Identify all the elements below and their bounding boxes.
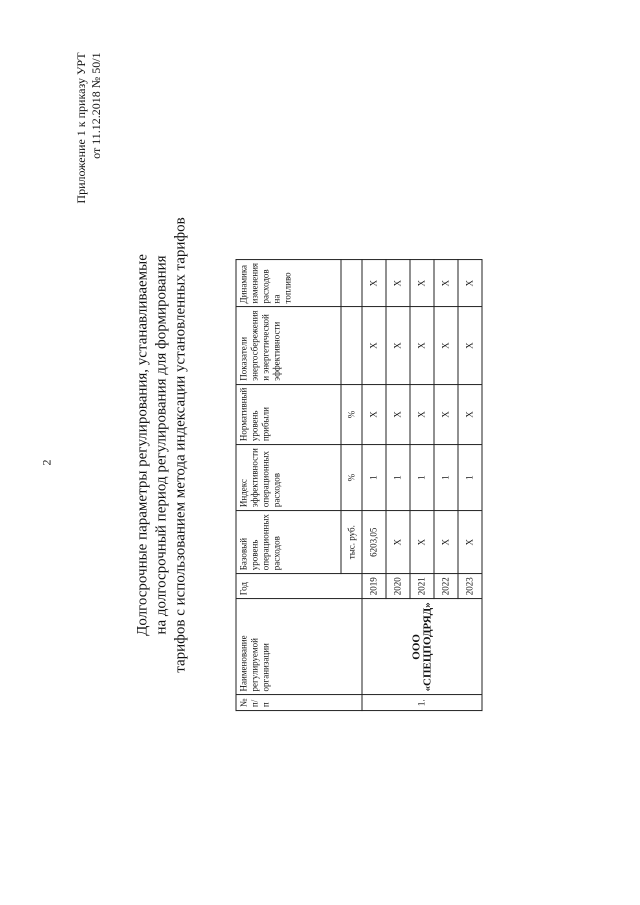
table-row (362, 259, 386, 710)
profit-cell: Х (410, 384, 434, 444)
profit-cell: Х (458, 384, 482, 444)
table-header-row (236, 259, 341, 710)
eff-cell: 1 (458, 445, 482, 511)
document-title (134, 195, 191, 695)
header-base: Базовый уровень операционных расходов (236, 511, 341, 574)
profit-cell: Х (386, 384, 410, 444)
base-cell: 6203,05 (362, 511, 386, 574)
header-profit: Нормативный уровень прибыли (236, 384, 341, 444)
page-number: 2 (39, 459, 54, 466)
fuel-cell: Х (434, 259, 458, 307)
unit-profit: % (341, 384, 362, 444)
appendix-line-2: от 11.12.2018 № 50/1 (89, 52, 103, 159)
energy-cell: Х (410, 307, 434, 384)
header-eff: Индекс эффективности операционных расходов (236, 445, 341, 511)
eff-cell: 1 (434, 445, 458, 511)
base-cell: Х (458, 511, 482, 574)
appendix-line-1: Приложение 1 к приказу УРТ (74, 52, 88, 204)
eff-cell: 1 (410, 445, 434, 511)
header-num: № п/п (236, 695, 362, 711)
unit-fuel (341, 259, 362, 307)
base-cell: Х (434, 511, 458, 574)
energy-cell: Х (458, 307, 482, 384)
year-cell: 2019 (362, 574, 386, 599)
energy-cell: Х (386, 307, 410, 384)
year-cell: 2021 (410, 574, 434, 599)
title-line-3: тарифов с использованием метода индексации установленных тарифов (172, 217, 189, 673)
energy-cell: Х (362, 307, 386, 384)
unit-energy (341, 307, 362, 384)
header-org: Наименование регулируемой организации (236, 599, 362, 695)
energy-cell: Х (434, 307, 458, 384)
appendix-note (74, 52, 104, 203)
year-cell: 2020 (386, 574, 410, 599)
profit-cell: Х (362, 384, 386, 444)
fuel-cell: Х (386, 259, 410, 307)
year-cell: 2023 (458, 574, 482, 599)
header-energy: Показатели энергосбережения и энергетической эффективности (236, 307, 341, 384)
header-year: Год (236, 574, 362, 599)
eff-cell: 1 (386, 445, 410, 511)
base-cell: Х (386, 511, 410, 574)
fuel-cell: Х (458, 259, 482, 307)
row-number: 1. (362, 695, 482, 711)
profit-cell: Х (434, 384, 458, 444)
eff-cell: 1 (362, 445, 386, 511)
organization-name: ООО «СПЕЦПОДРЯД» (362, 599, 482, 695)
parameters-table-wrapper (236, 259, 483, 711)
unit-base: тыс. руб. (341, 511, 362, 574)
title-line-1: Долгосрочные параметры регулирования, устанавливаемые (134, 254, 151, 636)
parameters-table (236, 259, 483, 711)
fuel-cell: Х (410, 259, 434, 307)
header-fuel: Динамика изменения расходов на топливо (236, 259, 341, 307)
unit-eff: % (341, 445, 362, 511)
fuel-cell: Х (362, 259, 386, 307)
title-line-2: на долгосрочный период регулирования для формирования (153, 255, 170, 635)
year-cell: 2022 (434, 574, 458, 599)
base-cell: Х (410, 511, 434, 574)
